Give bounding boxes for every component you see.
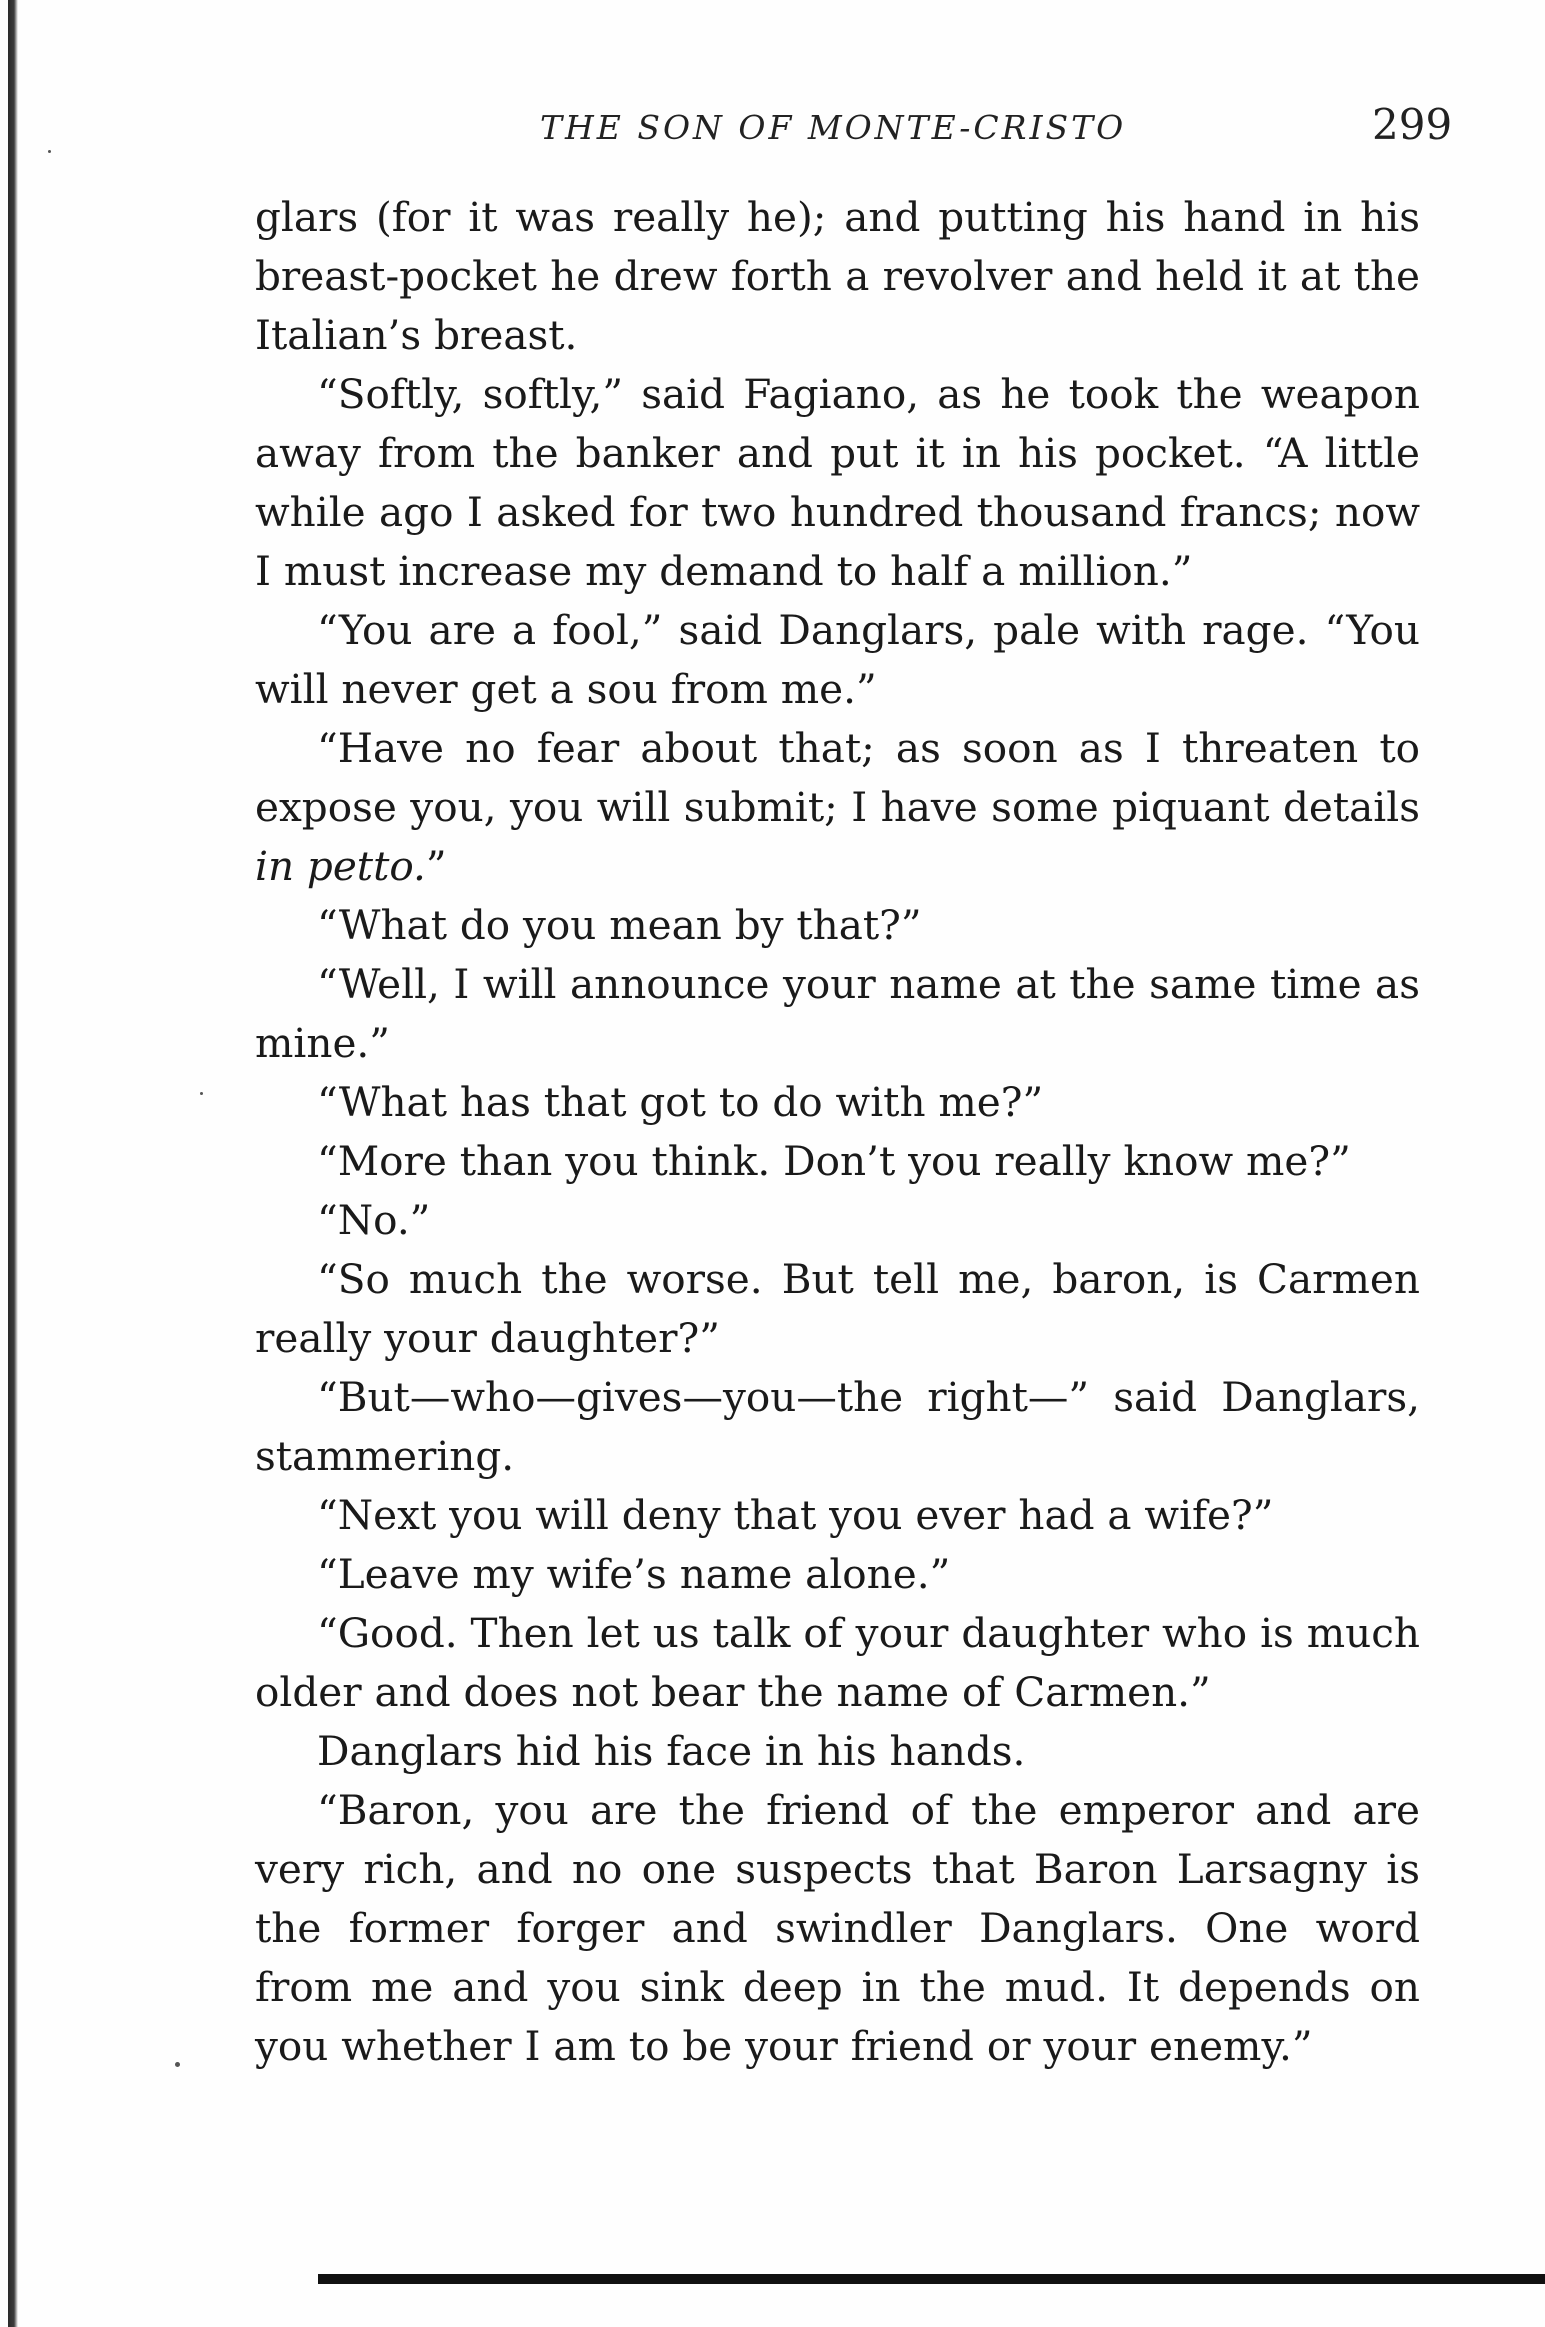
paragraph: “No.” <box>317 1196 431 1244</box>
italic-phrase: in petto. <box>255 842 426 890</box>
paragraph: “Baron, you are the friend of the emperor and are very rich, and no one suspects that Baron Larsagny is the former forger and swindler Danglars. One word from me and you sink deep in the mud. It depends on you whether I am to be your friend or your enemy.” <box>255 1786 1420 2070</box>
print-speck <box>175 2062 180 2067</box>
paragraph: “What has that got to do with me?” <box>317 1078 1044 1126</box>
paragraph: Danglars hid his face in his hands. <box>317 1727 1026 1775</box>
paragraph: “But—who—gives—you—the right—” said Danglars, stammering. <box>255 1373 1420 1480</box>
paragraph: “You are a fool,” said Danglars, pale with rage. “You will never get a sou from me.” <box>255 606 1420 713</box>
paragraph: “Next you will deny that you ever had a wife?” <box>317 1491 1274 1539</box>
paragraph: “What do you mean by that?” <box>317 901 922 949</box>
paragraph-text: “Have no fear about that; as soon as I threaten to expose you, you will submit; I have some piquant details <box>255 724 1420 831</box>
paragraph: “Softly, softly,” said Fagiano, as he took the weapon away from the banker and put it in his pocket. “A little while ago I asked for two hundred thousand francs; now I must increase my demand to half a million.” <box>255 370 1420 595</box>
print-speck <box>200 1092 203 1095</box>
body-text <box>255 188 1420 2076</box>
paragraph: “More than you think. Don’t you really know me?” <box>317 1137 1351 1185</box>
closing-quote: ” <box>425 842 447 890</box>
paragraph: “So much the worse. But tell me, baron, is Carmen really your daughter?” <box>255 1255 1420 1362</box>
paragraph: “Leave my wife’s name alone.” <box>317 1550 951 1598</box>
page-number: 299 <box>1372 100 1453 149</box>
running-title: THE SON OF MONTE-CRISTO <box>540 108 1127 147</box>
bottom-rule <box>318 2274 1545 2284</box>
paragraph <box>255 719 1420 896</box>
paragraph: glars (for it was really he); and putting his hand in his breast-pocket he drew forth a revolver and held it at the Italian’s breast. <box>255 193 1420 359</box>
print-speck <box>48 150 51 153</box>
binding-edge <box>8 0 18 2327</box>
paragraph: “Good. Then let us talk of your daughter who is much older and does not bear the name of Carmen.” <box>255 1609 1420 1716</box>
paragraph: “Well, I will announce your name at the same time as mine.” <box>255 960 1420 1067</box>
